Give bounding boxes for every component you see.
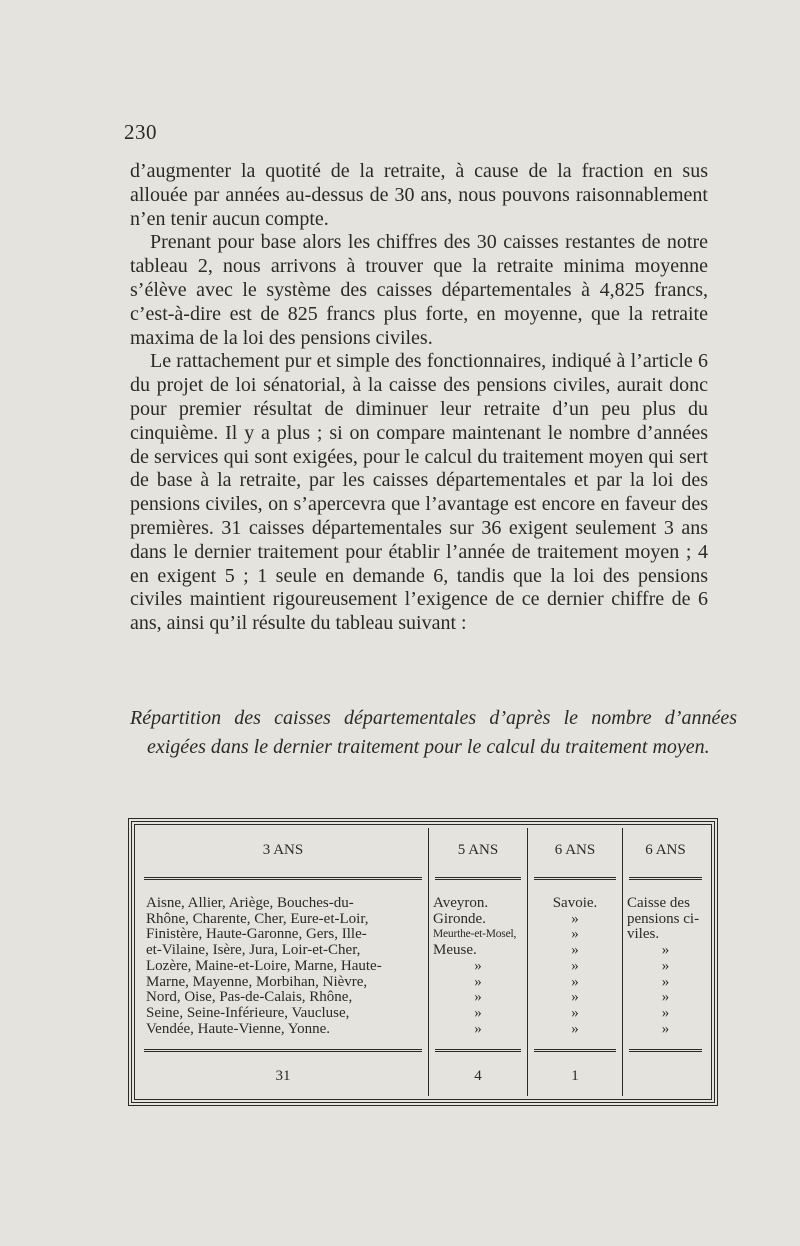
distribution-table <box>128 818 718 1106</box>
list-item: Gironde. <box>433 910 486 927</box>
list-item: » <box>474 989 482 1006</box>
list-item: » <box>571 1020 579 1037</box>
list-item: Seine, Seine-Inférieure, Vaucluse, <box>146 1004 350 1021</box>
list-item: » <box>474 1020 482 1037</box>
table-caption: Répartition des caisses départementales d’après le nombre d’années exigées dans le dernier traitement pour le calcul du traitement moyen. <box>130 707 737 758</box>
list-item: » <box>661 1004 670 1021</box>
paragraph: Le rattachement pur et simple des fonctionnaires, indiqué à l’article 6 du projet de loi sénatorial, à la caisse des pensions civiles, aurait donc pour premier résultat de diminuer leur retraite d’un peu plus du cinquième. Il y a plus ; si on compare maintenant le nombre d’années de services qui sont exigées, pour le calcul du traitement moyen qui sert de base à la retraite, par les caisses départementales et par la loi des pensions civiles, on s’apercevra que l’avantage est encore en faveur des premières. 31 caisses départementales sur 36 exigent seulement 3 ans dans le dernier traitement pour établir l’année de traitement moyen ; 4 en exigent 5 ; 1 seule en demande 6, tandis que la loi des pensions civiles maintient rigoureusement l’exigence de ce dernier chiffre de 6 ans, ainsi qu’il résulte du tableau suivant : <box>130 350 708 635</box>
list-item: » <box>571 910 579 927</box>
total-cell: 4 <box>429 1052 528 1096</box>
column-header: 6 ANS <box>528 828 623 880</box>
list-item: » <box>571 973 579 990</box>
list-item: Vendée, Haute-Vienne, Yonne. <box>146 1020 331 1037</box>
paragraph: d’augmenter la quotité de la retraite, à cause de la fraction en sus allouée par années au-dessus de 30 ans, nous pouvons raisonnablement n’en tenir aucun compte. <box>130 160 708 230</box>
list-item: Savoie. <box>552 895 598 911</box>
column-header: 3 ANS <box>138 828 429 880</box>
list-item: » <box>571 1004 579 1021</box>
list-item: Rhône, Charente, Cher, Eure-et-Loir, <box>146 910 369 927</box>
pensions-civiles-6-ans <box>623 880 708 1052</box>
column-header: 6 ANS <box>623 828 708 880</box>
list-item: » <box>661 1020 670 1037</box>
list-item: » <box>474 973 482 990</box>
total-cell <box>623 1052 708 1096</box>
list-item: viles. <box>627 926 660 943</box>
page-number: 230 <box>124 120 157 144</box>
list-item: Meuse. <box>433 942 477 959</box>
total-cell: 1 <box>528 1052 623 1096</box>
total-cell: 31 <box>138 1052 429 1096</box>
column-header: 5 ANS <box>429 828 528 880</box>
list-item: » <box>661 942 670 959</box>
list-item: Caisse des <box>627 895 690 911</box>
list-item: » <box>571 957 579 974</box>
list-item: Nord, Oise, Pas-de-Calais, Rhône, <box>146 989 353 1006</box>
list-item: Lozère, Maine-et-Loire, Marne, Haute- <box>146 957 382 974</box>
departments-6-ans <box>528 880 623 1052</box>
body-text <box>130 160 708 636</box>
list-item: pensions ci- <box>627 910 700 927</box>
list-item: » <box>571 942 579 959</box>
list-item: » <box>571 926 579 943</box>
list-item: Aveyron. <box>433 895 489 911</box>
list-item: Aisne, Allier, Ariège, Bouches-du- <box>146 895 354 911</box>
list-item: » <box>661 973 670 990</box>
departments-3-ans <box>138 880 429 1052</box>
list-item: Marne, Mayenne, Morbihan, Nièvre, <box>146 973 368 990</box>
list-item: » <box>571 989 579 1006</box>
list-item: et-Vilaine, Isère, Jura, Loir-et-Cher, <box>146 942 361 959</box>
list-item: » <box>661 989 670 1006</box>
list-item: » <box>474 957 482 974</box>
list-item: » <box>661 957 670 974</box>
departments-5-ans <box>429 880 528 1052</box>
list-item: » <box>474 1004 482 1021</box>
paragraph: Prenant pour base alors les chiffres des 30 caisses restantes de notre tableau 2, nous arrivons à trouver que la retraite minima moyenne s’élève avec le système des caisses départementales à 4,825 francs, c’est-à-dire est de 825 francs plus forte, en moyenne, que la retraite maxima de la loi des pensions civiles. <box>130 231 708 349</box>
list-item: Finistère, Haute-Garonne, Gers, Ille- <box>146 926 367 943</box>
list-item: Meurthe-et-Mosel, <box>433 928 517 941</box>
